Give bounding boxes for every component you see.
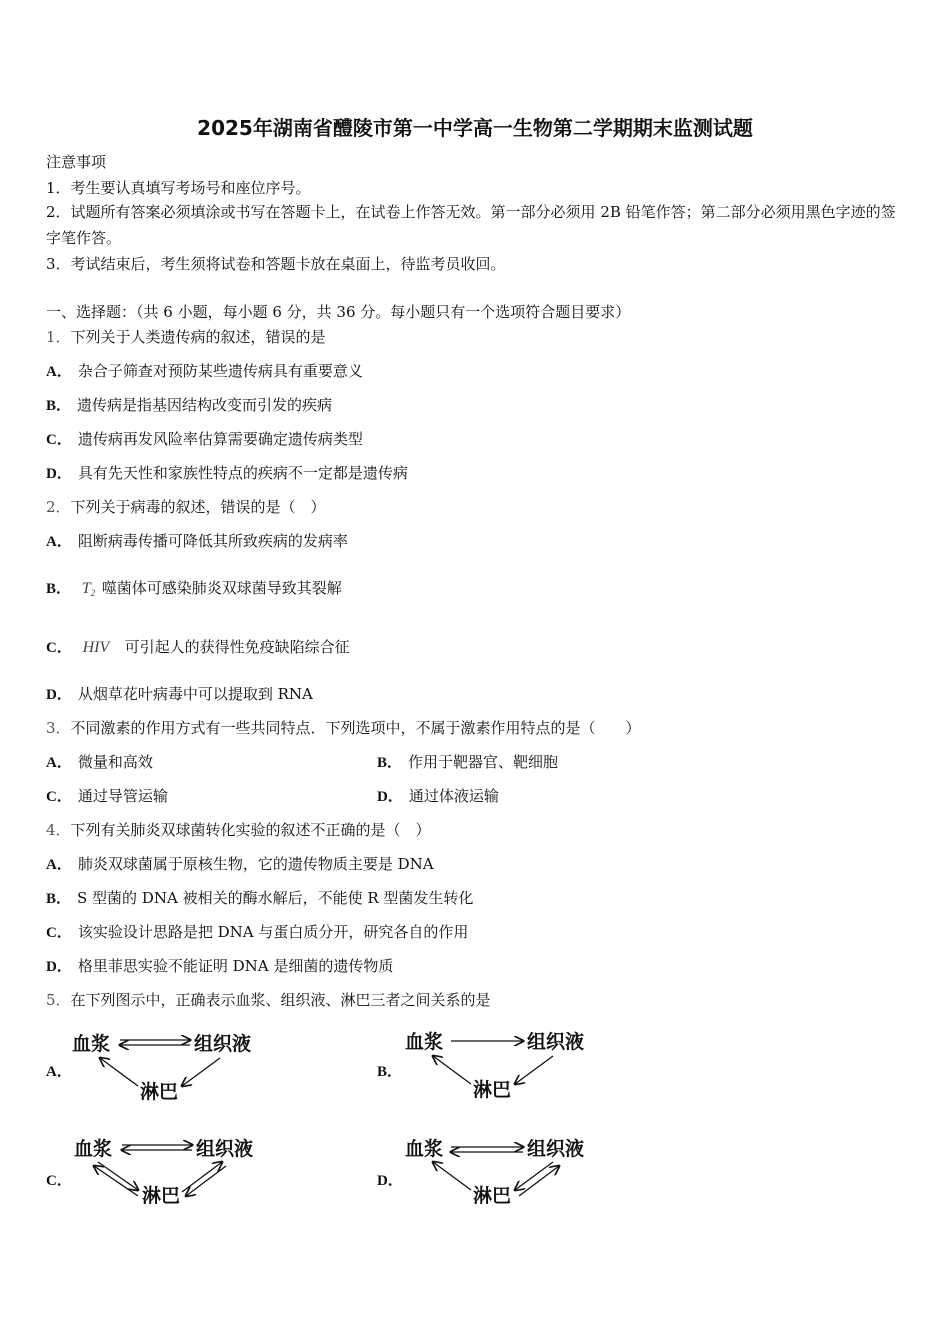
label-plasma: 血浆 bbox=[74, 1138, 113, 1160]
arrow bbox=[182, 1058, 220, 1086]
label-lymph: 淋巴 bbox=[140, 1081, 179, 1103]
option-letter: B． bbox=[377, 1064, 403, 1080]
option-text: 格里菲思实验不能证明 DNA 是细菌的遗传物质 bbox=[77, 957, 394, 975]
option-letter: B． bbox=[46, 891, 72, 907]
option-text: 遗传病是指基因结构改变而引发的疾病 bbox=[77, 396, 333, 414]
hiv-symbol: HIV bbox=[82, 639, 110, 656]
diagram-b bbox=[403, 1024, 603, 1110]
question-1 bbox=[46, 327, 326, 347]
option-3d[interactable] bbox=[377, 786, 499, 807]
option-text: 作用于靶器官、靶细胞 bbox=[408, 753, 559, 771]
option-letter: D． bbox=[46, 687, 72, 703]
option-letter: A． bbox=[46, 534, 72, 550]
option-letter: A． bbox=[46, 364, 72, 380]
label-plasma: 血浆 bbox=[72, 1033, 111, 1055]
notice-heading: 注意事项 bbox=[46, 153, 107, 171]
label-tissue: 组织液 bbox=[527, 1031, 585, 1053]
arrow bbox=[100, 1058, 138, 1086]
option-1d[interactable] bbox=[46, 463, 408, 484]
label-plasma: 血浆 bbox=[405, 1138, 444, 1160]
option-text: 可引起人的获得性免疫缺陷综合征 bbox=[124, 638, 350, 656]
option-letter: D． bbox=[377, 1173, 403, 1189]
option-letter: B． bbox=[377, 755, 403, 771]
diagram-c bbox=[72, 1130, 272, 1208]
arrow bbox=[519, 1166, 559, 1196]
option-1a[interactable] bbox=[46, 361, 363, 382]
arrow bbox=[98, 1162, 138, 1190]
option-letter: D． bbox=[46, 959, 72, 975]
question-number: 3． bbox=[46, 719, 71, 737]
option-3c[interactable] bbox=[46, 786, 168, 807]
option-text: 通过导管运输 bbox=[77, 787, 168, 805]
option-letter: C． bbox=[46, 1173, 72, 1189]
option-4c[interactable] bbox=[46, 922, 468, 943]
option-letter: C． bbox=[46, 640, 72, 656]
option-text: 具有先天性和家族性特点的疾病不一定都是遗传病 bbox=[77, 464, 408, 482]
option-text: 通过体液运输 bbox=[408, 787, 499, 805]
arrow bbox=[186, 1166, 226, 1196]
option-4d[interactable] bbox=[46, 956, 393, 977]
question-number: 4． bbox=[46, 821, 71, 839]
question-number: 2． bbox=[46, 498, 71, 516]
diagram-a bbox=[70, 1024, 270, 1110]
question-3 bbox=[46, 718, 641, 738]
option-letter: B． bbox=[46, 581, 72, 597]
arrow bbox=[182, 1162, 222, 1192]
question-stem: 下列关于人类遗传病的叙述，错误的是 bbox=[70, 328, 326, 346]
option-letter: D． bbox=[377, 789, 403, 805]
option-text: 噬菌体可感染肺炎双球菌导致其裂解 bbox=[101, 579, 342, 597]
label-lymph: 淋巴 bbox=[142, 1185, 181, 1204]
arrow bbox=[433, 1056, 471, 1084]
diagram-d bbox=[403, 1130, 603, 1208]
option-3a[interactable] bbox=[46, 752, 153, 773]
option-letter: B． bbox=[46, 398, 72, 414]
page-title: 2025年湖南省醴陵市第一中学高一生物第二学期期末监测试题 bbox=[197, 116, 753, 140]
arrow bbox=[515, 1056, 553, 1084]
arrow bbox=[515, 1162, 553, 1190]
question-stem: 下列关于病毒的叙述，错误的是（ ） bbox=[70, 498, 326, 516]
label-tissue: 组织液 bbox=[196, 1138, 254, 1160]
question-4 bbox=[46, 820, 431, 840]
label-tissue: 组织液 bbox=[194, 1033, 252, 1055]
question-stem: 在下列图示中，正确表示血浆、组织液、淋巴三者之间关系的是 bbox=[70, 991, 491, 1009]
notice-item: 1．考生要认真填写考场号和座位序号。 bbox=[46, 179, 311, 197]
question-stem: 不同激素的作用方式有一些共同特点．下列选项中，不属于激素作用特点的是（ ） bbox=[70, 719, 641, 737]
question-2 bbox=[46, 497, 326, 517]
option-2a[interactable] bbox=[46, 531, 348, 552]
option-1b[interactable] bbox=[46, 395, 332, 416]
label-lymph: 淋巴 bbox=[473, 1079, 512, 1101]
option-letter: A． bbox=[46, 857, 72, 873]
option-1c[interactable] bbox=[46, 429, 363, 450]
notice-item: 3．考试结束后，考生须将试卷和答题卡放在桌面上，待监考员收回。 bbox=[46, 255, 506, 273]
option-text: 遗传病再发风险率估算需要确定遗传病类型 bbox=[77, 430, 363, 448]
option-text: 阻断病毒传播可降低其所致疾病的发病率 bbox=[77, 532, 348, 550]
option-text: 肺炎双球菌属于原核生物，它的遗传物质主要是 DNA bbox=[77, 855, 434, 873]
option-letter: D． bbox=[46, 466, 72, 482]
option-letter: A． bbox=[46, 755, 72, 771]
notice-item: 2．试题所有答案必须填涂或书写在答题卡上，在试卷上作答无效。第一部分必须用 2B 铅笔作答；第二部分必须用黑色字迹的签字笔作答。 bbox=[46, 203, 896, 247]
question-stem: 下列有关肺炎双球菌转化实验的叙述不正确的是（ ） bbox=[70, 821, 431, 839]
question-number: 5． bbox=[46, 991, 71, 1009]
option-4b[interactable] bbox=[46, 888, 473, 909]
option-2d[interactable] bbox=[46, 684, 313, 705]
option-text: 从烟草花叶病毒中可以提取到 RNA bbox=[77, 685, 313, 703]
t2-symbol: $T_2$ bbox=[81, 580, 96, 598]
option-text: 微量和高效 bbox=[77, 753, 153, 771]
label-lymph: 淋巴 bbox=[473, 1185, 512, 1204]
label-plasma: 血浆 bbox=[405, 1031, 444, 1053]
option-letter: A． bbox=[46, 1064, 72, 1080]
option-4a[interactable] bbox=[46, 854, 434, 875]
label-tissue: 组织液 bbox=[527, 1138, 585, 1160]
section-heading: 一、选择题：（共 6 小题，每小题 6 分，共 36 分。每小题只有一个选项符合题目要求） bbox=[46, 303, 631, 321]
arrow bbox=[94, 1166, 138, 1196]
question-number: 1． bbox=[46, 328, 71, 346]
option-letter: C． bbox=[46, 789, 72, 805]
option-letter: C． bbox=[46, 925, 72, 941]
option-3b[interactable] bbox=[377, 752, 558, 773]
option-2b[interactable] bbox=[46, 578, 342, 599]
option-text: 杂合子筛查对预防某些遗传病具有重要意义 bbox=[77, 362, 363, 380]
question-5 bbox=[46, 990, 491, 1010]
option-letter: C． bbox=[46, 432, 72, 448]
option-2c[interactable] bbox=[46, 637, 350, 658]
arrow bbox=[433, 1162, 471, 1190]
option-text: 该实验设计思路是把 DNA 与蛋白质分开，研究各自的作用 bbox=[77, 923, 469, 941]
option-text: S 型菌的 DNA 被相关的酶水解后，不能使 R 型菌发生转化 bbox=[77, 889, 474, 907]
